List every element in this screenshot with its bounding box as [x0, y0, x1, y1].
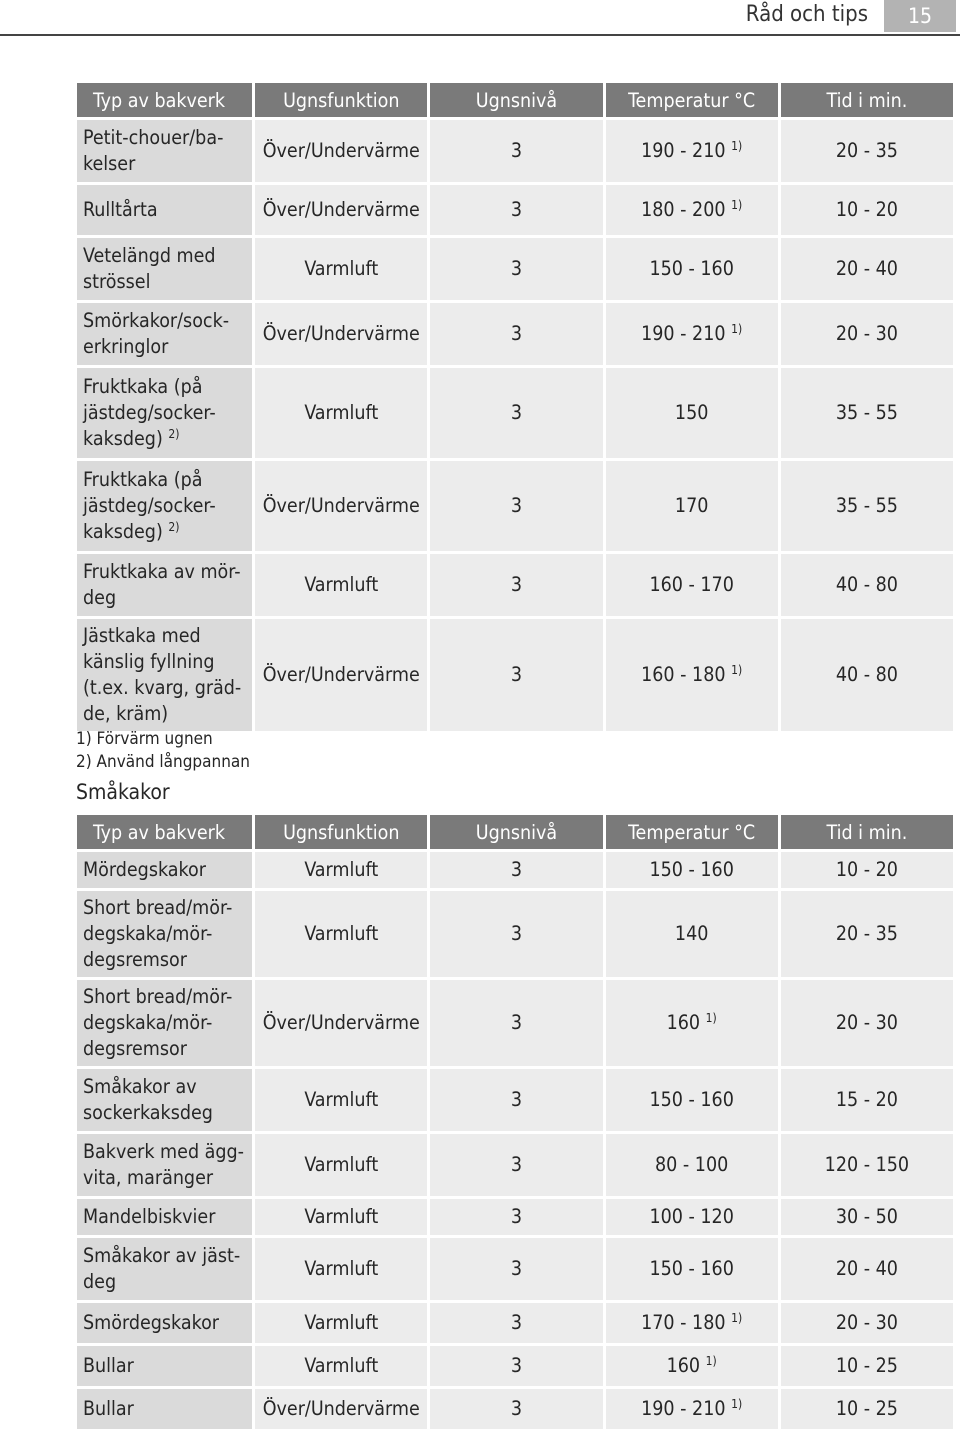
cell-shelf-level-text: 3	[510, 663, 523, 686]
table-row	[77, 1389, 953, 1429]
cell-shelf-level-text: 3	[510, 1088, 523, 1111]
cell-temperature-text: 150	[674, 401, 709, 424]
cell-temperature-text: 150 - 160	[649, 1088, 734, 1111]
cell-temperature-text: 170	[674, 494, 709, 517]
cell-shelf-level-text: 3	[510, 139, 523, 162]
cell-temperature-text: 160	[666, 1011, 701, 1034]
cell-temperature-text: 180 - 200	[641, 198, 726, 221]
table-row	[77, 1238, 953, 1300]
col-header-type: Typ av bakverk	[77, 83, 252, 117]
cell-oven-function-text: Över/Undervärme	[262, 139, 420, 162]
cell-shelf-level	[430, 1303, 602, 1343]
table-row	[77, 554, 953, 616]
cell-time-text: 20 - 35	[835, 922, 898, 945]
footnote-1: 1) Förvärm ugnen	[76, 729, 213, 749]
cell-oven-function-text: Varmluft	[304, 1205, 379, 1228]
header-rule	[0, 34, 960, 36]
table1-body	[77, 120, 953, 731]
cell-time	[781, 368, 953, 458]
cell-oven-function	[255, 238, 427, 300]
cell-oven-function	[255, 303, 427, 365]
cell-baking-type	[77, 461, 252, 551]
cell-time-text: 20 - 30	[835, 322, 898, 345]
cell-time	[781, 238, 953, 300]
cell-shelf-level	[430, 1199, 602, 1235]
cell-time-text: 20 - 30	[835, 1311, 898, 1334]
cell-shelf-level	[430, 185, 602, 235]
cell-oven-function-text: Varmluft	[304, 1354, 379, 1377]
baking-table-2	[74, 812, 956, 1432]
table-row	[77, 1069, 953, 1131]
cell-time-text: 35 - 55	[835, 401, 898, 424]
table-header-row	[77, 83, 953, 117]
footnote-marker: 2)	[168, 520, 180, 534]
cell-baking-type-text: Mandelbiskvier	[83, 1205, 216, 1228]
cell-time-text: 40 - 80	[835, 663, 898, 686]
cell-temperature-text: 160 - 180	[641, 663, 726, 686]
cell-oven-function-text: Varmluft	[304, 573, 379, 596]
footnote-marker: 1)	[731, 198, 743, 212]
cell-shelf-level-text: 3	[510, 401, 523, 424]
cell-temperature	[606, 1346, 778, 1386]
cell-temperature	[606, 619, 778, 731]
cell-temperature	[606, 1134, 778, 1196]
cell-time-text: 10 - 25	[835, 1354, 898, 1377]
cell-temperature-text: 100 - 120	[649, 1205, 734, 1228]
footnote-2: 2) Använd långpannan	[76, 752, 250, 772]
cell-shelf-level-text: 3	[510, 858, 523, 881]
footnote-marker: 1)	[731, 139, 743, 153]
cell-shelf-level	[430, 1346, 602, 1386]
cell-oven-function	[255, 368, 427, 458]
footnote-marker: 1)	[705, 1354, 717, 1368]
header-title: Råd och tips	[745, 2, 868, 27]
cell-shelf-level-text: 3	[510, 573, 523, 596]
cell-temperature	[606, 1199, 778, 1235]
col-header-temperature: Temperatur °C	[606, 815, 778, 849]
cell-oven-function	[255, 1303, 427, 1343]
cell-oven-function-text: Varmluft	[304, 858, 379, 881]
cell-temperature-text: 150 - 160	[649, 257, 734, 280]
cell-time-text: 15 - 20	[835, 1088, 898, 1111]
col-header-temperature: Temperatur °C	[606, 83, 778, 117]
cell-time	[781, 1069, 953, 1131]
cell-temperature	[606, 852, 778, 888]
table-row	[77, 852, 953, 888]
table-row	[77, 1346, 953, 1386]
cell-time-text: 20 - 40	[835, 1257, 898, 1280]
table-row	[77, 619, 953, 731]
cell-temperature	[606, 238, 778, 300]
cell-baking-type-text: Petit-chouer/ba- kelser	[83, 126, 224, 175]
cell-baking-type	[77, 1134, 252, 1196]
cell-baking-type-text: Fruktkaka (på jästdeg/socker- kaksdeg)	[83, 468, 216, 543]
footnote-marker: 1)	[731, 322, 743, 336]
cell-shelf-level	[430, 891, 602, 977]
cell-time	[781, 852, 953, 888]
col-header-type: Typ av bakverk	[77, 815, 252, 849]
cell-oven-function	[255, 852, 427, 888]
cell-oven-function	[255, 1238, 427, 1300]
cell-time-text: 10 - 20	[835, 858, 898, 881]
cell-shelf-level-text: 3	[510, 1257, 523, 1280]
table-row	[77, 368, 953, 458]
col-header-function: Ugnsfunktion	[255, 815, 427, 849]
cell-baking-type	[77, 1346, 252, 1386]
cell-baking-type	[77, 1303, 252, 1343]
cell-oven-function-text: Varmluft	[304, 1088, 379, 1111]
cell-temperature	[606, 1238, 778, 1300]
cell-oven-function	[255, 1389, 427, 1429]
footnote-marker: 1)	[731, 1397, 743, 1411]
cell-baking-type	[77, 891, 252, 977]
cell-shelf-level-text: 3	[510, 494, 523, 517]
cell-shelf-level	[430, 1389, 602, 1429]
page-header	[0, 0, 960, 36]
cell-time	[781, 120, 953, 182]
cell-temperature	[606, 1303, 778, 1343]
cell-temperature-text: 150 - 160	[649, 1257, 734, 1280]
cell-oven-function	[255, 554, 427, 616]
cell-baking-type	[77, 368, 252, 458]
cell-time	[781, 303, 953, 365]
cell-baking-type-text: Bakverk med ägg- vita, maränger	[83, 1140, 245, 1189]
cell-temperature	[606, 980, 778, 1066]
cell-shelf-level-text: 3	[510, 1205, 523, 1228]
cell-temperature-text: 190 - 210	[641, 1397, 726, 1420]
col-header-time: Tid i min.	[781, 83, 953, 117]
table-row	[77, 1303, 953, 1343]
cell-baking-type	[77, 619, 252, 731]
cell-oven-function	[255, 120, 427, 182]
page-number: 15	[884, 0, 956, 32]
cell-time-text: 20 - 35	[835, 139, 898, 162]
cell-baking-type	[77, 1389, 252, 1429]
cell-baking-type-text: Bullar	[83, 1354, 134, 1377]
table-row	[77, 980, 953, 1066]
cell-baking-type-text: Vetelängd med strössel	[83, 244, 216, 293]
cell-shelf-level-text: 3	[510, 257, 523, 280]
cell-temperature	[606, 1389, 778, 1429]
cell-time-text: 120 - 150	[824, 1153, 910, 1176]
cell-time	[781, 1303, 953, 1343]
table-row	[77, 120, 953, 182]
cell-shelf-level	[430, 619, 602, 731]
cell-shelf-level	[430, 238, 602, 300]
cell-time	[781, 1199, 953, 1235]
cell-temperature-text: 190 - 210	[641, 322, 726, 345]
cell-oven-function-text: Varmluft	[304, 257, 379, 280]
cell-oven-function	[255, 980, 427, 1066]
col-header-time: Tid i min.	[781, 815, 953, 849]
cell-oven-function	[255, 185, 427, 235]
cell-baking-type-text: Mördegskakor	[83, 858, 206, 881]
cell-oven-function	[255, 1346, 427, 1386]
cell-time-text: 20 - 30	[835, 1011, 898, 1034]
cell-time	[781, 1346, 953, 1386]
cell-temperature-text: 160 - 170	[649, 573, 734, 596]
cell-temperature-text: 140	[674, 922, 709, 945]
cell-baking-type	[77, 303, 252, 365]
baking-table-1	[74, 80, 956, 734]
cell-shelf-level-text: 3	[510, 198, 523, 221]
cell-temperature-text: 80 - 100	[655, 1153, 729, 1176]
cell-oven-function-text: Varmluft	[304, 1257, 379, 1280]
table-row	[77, 303, 953, 365]
cell-time-text: 35 - 55	[835, 494, 898, 517]
cell-time	[781, 980, 953, 1066]
footnote-marker: 1)	[731, 663, 743, 677]
cell-oven-function-text: Varmluft	[304, 1153, 379, 1176]
footnote-marker: 1)	[705, 1011, 717, 1025]
col-header-function: Ugnsfunktion	[255, 83, 427, 117]
cell-baking-type	[77, 1238, 252, 1300]
cell-shelf-level-text: 3	[510, 1153, 523, 1176]
cell-time-text: 30 - 50	[835, 1205, 898, 1228]
cell-baking-type-text: Smördegskakor	[83, 1311, 220, 1334]
cell-temperature	[606, 303, 778, 365]
cell-oven-function-text: Varmluft	[304, 401, 379, 424]
cell-time	[781, 619, 953, 731]
cell-baking-type-text: Short bread/mör- degskaka/mör- degsremsor	[83, 896, 233, 971]
cell-temperature-text: 170 - 180	[641, 1311, 726, 1334]
footnote-marker: 1)	[731, 1311, 743, 1325]
cell-oven-function-text: Över/Undervärme	[262, 494, 420, 517]
cell-baking-type	[77, 1199, 252, 1235]
cell-shelf-level	[430, 554, 602, 616]
cell-time	[781, 554, 953, 616]
cell-temperature	[606, 185, 778, 235]
cell-time	[781, 1134, 953, 1196]
cell-baking-type-text: Rulltårta	[83, 198, 158, 221]
table2-body	[77, 852, 953, 1429]
cell-oven-function-text: Över/Undervärme	[262, 1397, 420, 1420]
cell-baking-type	[77, 185, 252, 235]
cell-shelf-level	[430, 303, 602, 365]
cell-baking-type-text: Fruktkaka (på jästdeg/socker- kaksdeg)	[83, 375, 216, 450]
table-row	[77, 1134, 953, 1196]
cell-baking-type-text: Smörkakor/sock- erkringlor	[83, 309, 230, 358]
table-row	[77, 1199, 953, 1235]
cell-time	[781, 1389, 953, 1429]
cell-baking-type	[77, 852, 252, 888]
cell-oven-function	[255, 1069, 427, 1131]
section-title: Småkakor	[76, 780, 170, 804]
cell-oven-function	[255, 891, 427, 977]
col-header-level: Ugnsnivå	[430, 83, 602, 117]
cell-shelf-level	[430, 852, 602, 888]
cell-shelf-level-text: 3	[510, 1354, 523, 1377]
cell-time-text: 20 - 40	[835, 257, 898, 280]
cell-oven-function-text: Över/Undervärme	[262, 663, 420, 686]
cell-temperature	[606, 554, 778, 616]
cell-time	[781, 185, 953, 235]
cell-shelf-level	[430, 1134, 602, 1196]
cell-shelf-level-text: 3	[510, 322, 523, 345]
cell-temperature-text: 150 - 160	[649, 858, 734, 881]
cell-time	[781, 1238, 953, 1300]
table-row	[77, 238, 953, 300]
cell-shelf-level-text: 3	[510, 1311, 523, 1334]
cell-temperature	[606, 368, 778, 458]
cell-oven-function	[255, 1199, 427, 1235]
footnotes	[76, 728, 250, 774]
cell-time-text: 10 - 25	[835, 1397, 898, 1420]
cell-shelf-level	[430, 461, 602, 551]
cell-shelf-level	[430, 368, 602, 458]
cell-oven-function	[255, 619, 427, 731]
cell-baking-type	[77, 1069, 252, 1131]
cell-temperature-text: 190 - 210	[641, 139, 726, 162]
cell-oven-function-text: Varmluft	[304, 922, 379, 945]
cell-temperature-text: 160	[666, 1354, 701, 1377]
cell-shelf-level	[430, 1238, 602, 1300]
cell-shelf-level	[430, 1069, 602, 1131]
cell-baking-type	[77, 980, 252, 1066]
cell-oven-function	[255, 1134, 427, 1196]
cell-shelf-level	[430, 120, 602, 182]
cell-oven-function-text: Över/Undervärme	[262, 198, 420, 221]
cell-temperature	[606, 891, 778, 977]
col-header-level: Ugnsnivå	[430, 815, 602, 849]
cell-time-text: 40 - 80	[835, 573, 898, 596]
cell-time	[781, 891, 953, 977]
cell-baking-type-text: Småkakor av sockerkaksdeg	[83, 1075, 213, 1124]
cell-time	[781, 461, 953, 551]
footnote-marker: 2)	[168, 427, 180, 441]
cell-oven-function-text: Över/Undervärme	[262, 322, 420, 345]
cell-oven-function	[255, 461, 427, 551]
cell-baking-type	[77, 120, 252, 182]
table-row	[77, 185, 953, 235]
cell-baking-type-text: Fruktkaka av mör- deg	[83, 560, 241, 609]
cell-oven-function-text: Varmluft	[304, 1311, 379, 1334]
cell-oven-function-text: Över/Undervärme	[262, 1011, 420, 1034]
table-header-row	[77, 815, 953, 849]
cell-baking-type-text: Småkakor av jäst- deg	[83, 1244, 241, 1293]
cell-baking-type	[77, 554, 252, 616]
table-row	[77, 461, 953, 551]
cell-temperature	[606, 120, 778, 182]
cell-temperature	[606, 1069, 778, 1131]
cell-baking-type	[77, 238, 252, 300]
cell-shelf-level-text: 3	[510, 1397, 523, 1420]
cell-time-text: 10 - 20	[835, 198, 898, 221]
cell-shelf-level-text: 3	[510, 1011, 523, 1034]
cell-baking-type-text: Bullar	[83, 1397, 134, 1420]
table-row	[77, 891, 953, 977]
cell-shelf-level-text: 3	[510, 922, 523, 945]
cell-shelf-level	[430, 980, 602, 1066]
cell-temperature	[606, 461, 778, 551]
cell-baking-type-text: Short bread/mör- degskaka/mör- degsremsor	[83, 985, 233, 1060]
cell-baking-type-text: Jästkaka med känslig fyllning (t.ex. kvarg, gräd- de, kräm)	[83, 624, 242, 725]
